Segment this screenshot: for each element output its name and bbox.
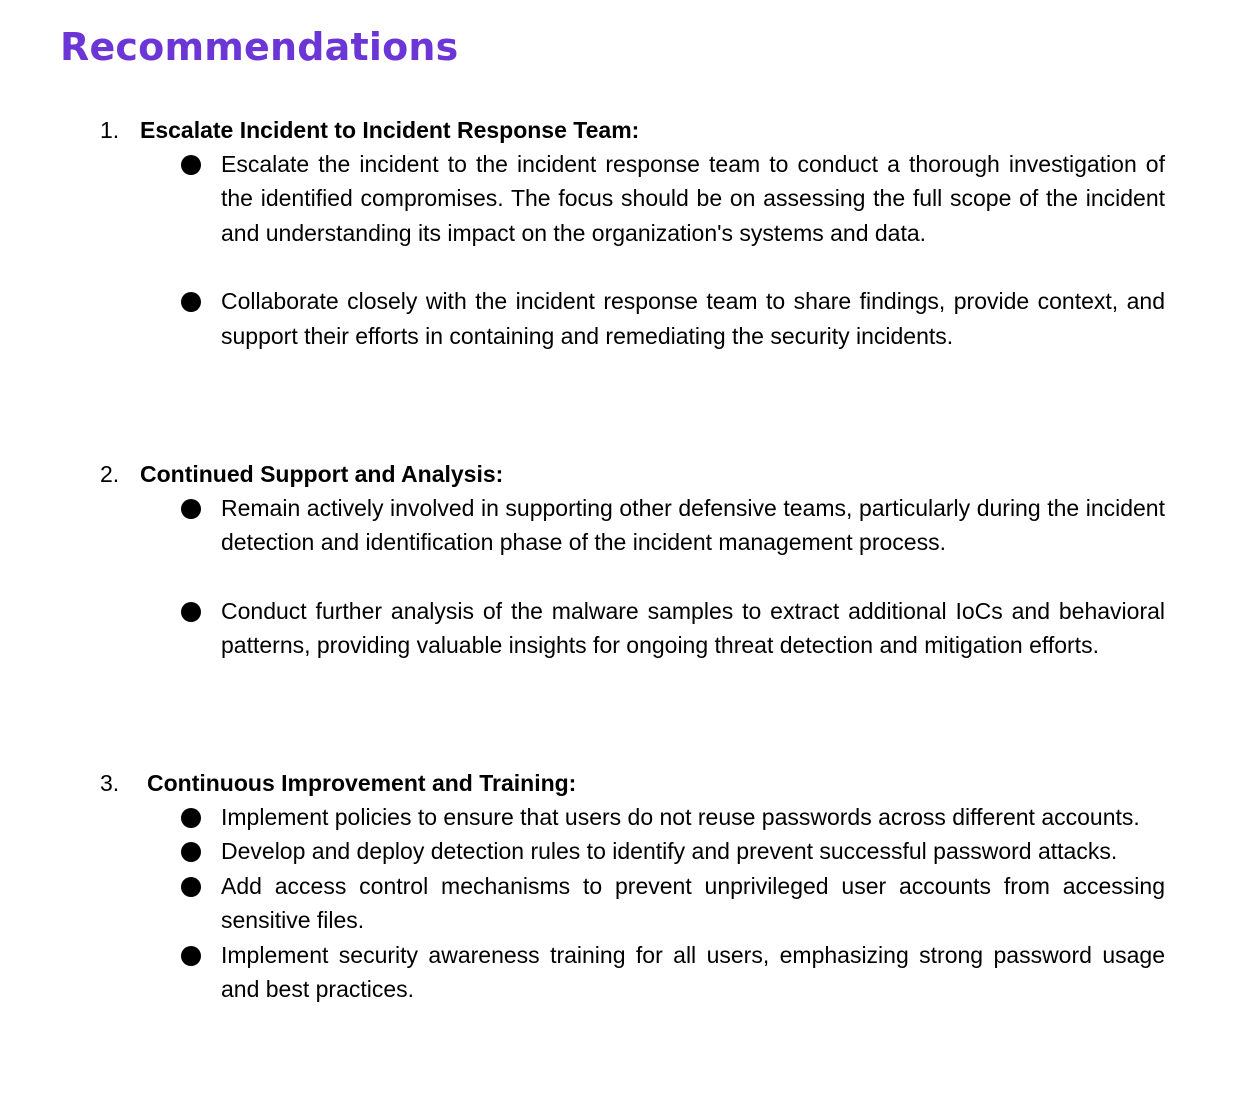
list-item-text: Develop and deploy detection rules to identify and prevent successful password attacks.	[221, 838, 1118, 865]
bullet-icon	[181, 877, 201, 897]
bullet-list	[221, 491, 1165, 663]
section-number: 1.	[100, 117, 120, 143]
bullet-list	[221, 800, 1165, 1006]
bullet-icon	[181, 808, 201, 828]
bullet-icon	[181, 946, 201, 966]
list-item-text: Remain actively involved in supporting other defensive teams, particularly during the incident detection and identification phase of the incident management process.	[221, 495, 1165, 556]
list-item	[221, 800, 1165, 834]
list-item-text: Escalate the incident to the incident response team to conduct a thorough investigation of the identified compromises. The focus should be on assessing the full scope of the incident and understanding its impact on the organization's systems and data.	[221, 151, 1165, 246]
page-title: Recommendations	[60, 25, 459, 69]
section-title: Continuous Improvement and Training:	[147, 770, 577, 796]
list-item	[221, 284, 1165, 353]
section-title: Continued Support and Analysis:	[140, 461, 504, 487]
list-item-text: Collaborate closely with the incident response team to share findings, provide context, and support their efforts in containing and remediating the security incidents.	[221, 288, 1165, 349]
list-item-text: Implement policies to ensure that users do not reuse passwords across different accounts.	[221, 804, 1140, 830]
list-item-text: Implement security awareness training for all users, emphasizing strong password usage and best practices.	[221, 941, 1165, 1003]
list-item	[221, 869, 1165, 938]
list-item-text: Conduct further analysis of the malware samples to extract additional IoCs and behavioral patterns, providing valuable insights for ongoing threat detection and mitigation efforts.	[221, 597, 1165, 659]
section-number: 2.	[100, 461, 120, 487]
list-item	[221, 594, 1165, 663]
bullet-icon	[181, 292, 201, 312]
list-item	[221, 938, 1165, 1007]
list-item	[221, 834, 1165, 868]
section-number: 3.	[100, 770, 120, 796]
section-title: Escalate Incident to Incident Response Team:	[140, 117, 640, 143]
list-item	[221, 491, 1165, 560]
list-item-text: Add access control mechanisms to prevent unprivileged user accounts from accessing sensitive files.	[221, 872, 1165, 934]
list-item	[221, 147, 1165, 250]
bullet-icon	[181, 842, 201, 862]
bullet-list	[221, 147, 1165, 353]
bullet-icon	[181, 602, 201, 622]
bullet-icon	[181, 499, 201, 519]
bullet-icon	[181, 155, 201, 175]
